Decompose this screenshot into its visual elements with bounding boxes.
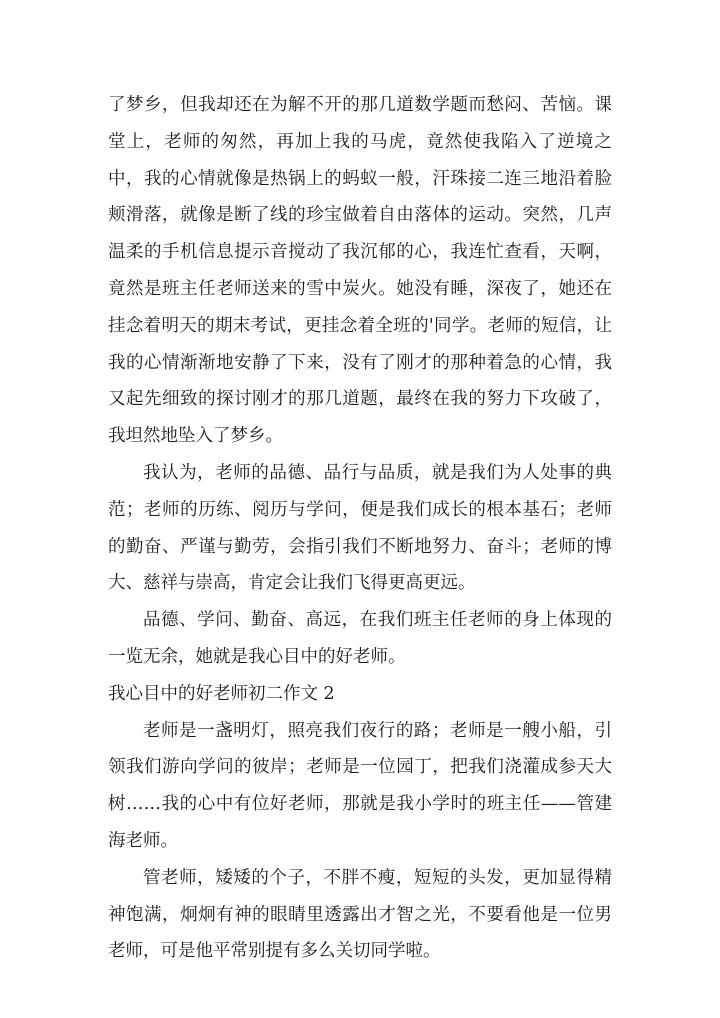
paragraph-teacher-qualities: 我认为，老师的品德、品行与品质，就是我们为人处事的典范；老师的历练、阅历与学问，便是我们成长的根本基石；老师的勤奋、严谨与勤劳，会指引我们不断地努力、奋斗；老师的博大、慈祥与崇高，肯定会让我们飞得更高更远。 <box>108 462 612 594</box>
paragraph-summary: 品德、学问、勤奋、高远，在我们班主任老师的身上体现的一览无余，她就是我心目中的好老师。 <box>108 610 612 667</box>
paragraph-continuation: 了梦乡，但我却还在为解不开的那几道数学题而愁闷、苦恼。课堂上，老师的匆然，再加上我的马虎，竟然使我陷入了逆境之中，我的心情就像是热锅上的蚂蚁一般，汗珠接二连三地沿着脸颊滑落，就像是断了线的珍宝做着自由落体的运动。突然，几声温柔的手机信息提示音搅动了我沉郁的心，我连忙查看，天啊，竟然是班主任老师送来的雪中炭火。她没有睡，深夜了，她还在挂念着明天的期末考试，更挂念着全班的'同学。老师的短信，让我的心情渐渐地安静了下来，没有了刚才的那种着急的心情，我又起先细致的探讨刚才的那几道题，最终在我的努力下攻破了，我坦然地坠入了梦乡。 <box>108 95 612 447</box>
paragraph-teacher-metaphors: 老师是一盏明灯，照亮我们夜行的路；老师是一艘小船，引领我们游向学问的彼岸；老师是一位园丁，把我们浇灌成参天大树……我的心中有位好老师，那就是我小学时的班主任——管建海老师。 <box>108 720 612 851</box>
paragraph-teacher-description: 管老师，矮矮的个子，不胖不瘦，短短的头发，更加显得精神饱满，炯炯有神的眼睛里透露出才智之光，不要看他是一位男老师，可是他平常别提有多么关切同学啦。 <box>108 867 612 962</box>
essay-heading: 我心目中的好老师初二作文 2 <box>108 683 335 704</box>
document-body <box>108 87 612 970</box>
